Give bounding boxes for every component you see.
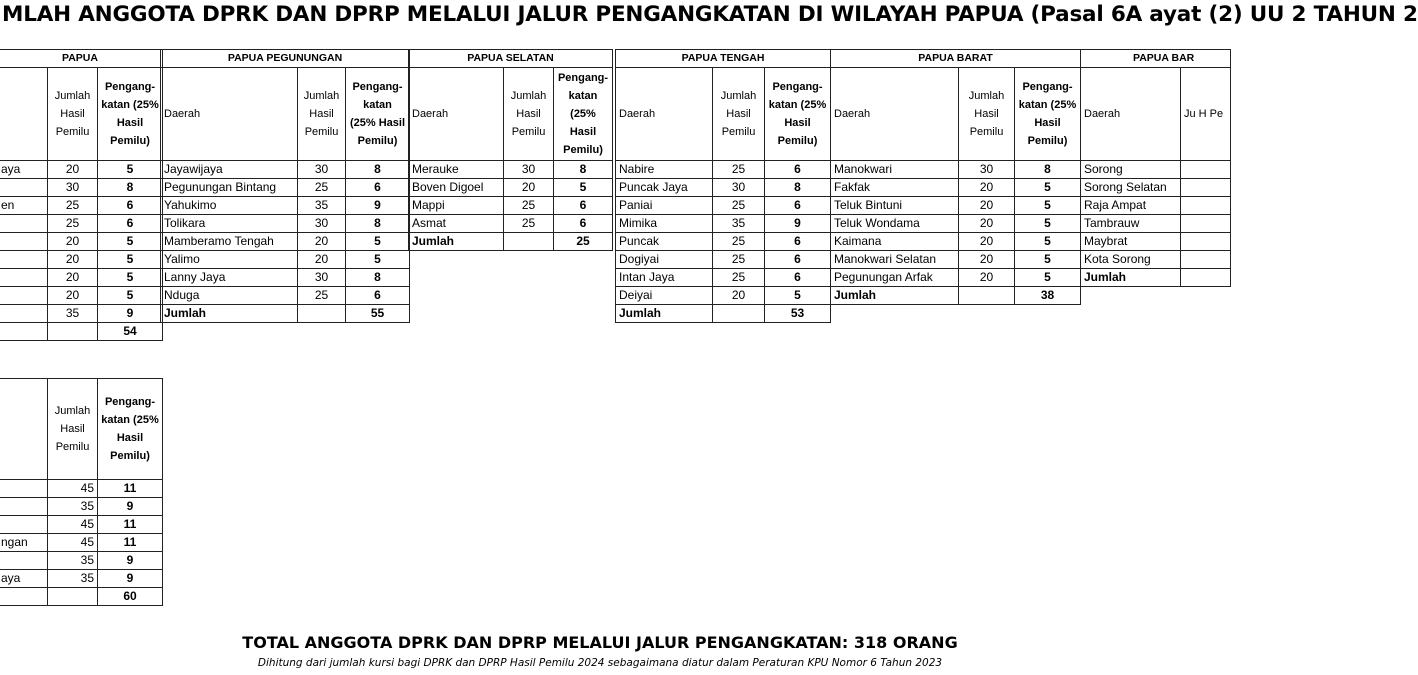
total-value: 60 bbox=[98, 588, 163, 606]
total-label: Jumlah bbox=[161, 305, 298, 323]
cell-daerah: Fakfak bbox=[831, 179, 959, 197]
cell-jumlah: 30 bbox=[713, 179, 765, 197]
header-daerah: Daerah bbox=[409, 68, 504, 161]
table-row bbox=[831, 179, 1081, 197]
cell-pengangkatan: 8 bbox=[98, 179, 163, 197]
cell-pengangkatan: 8 bbox=[554, 161, 613, 179]
cell-pengangkatan: 6 bbox=[554, 215, 613, 233]
cell-daerah: Maybrat bbox=[1081, 233, 1181, 251]
total-value: 38 bbox=[1015, 287, 1081, 305]
cell-jumlah: 35 bbox=[48, 552, 98, 570]
header-daerah: Daerah bbox=[831, 68, 959, 161]
cell-pengangkatan: 5 bbox=[1015, 197, 1081, 215]
cell-jumlah: 25 bbox=[504, 197, 554, 215]
cell-daerah: en bbox=[0, 197, 48, 215]
cell-jumlah: 25 bbox=[713, 197, 765, 215]
table-row bbox=[616, 197, 831, 215]
table-row bbox=[0, 179, 163, 197]
cell-daerah: Tambrauw bbox=[1081, 215, 1181, 233]
table-row bbox=[1081, 161, 1231, 179]
cell-daerah: Kaimana bbox=[831, 233, 959, 251]
cell-daerah: aya bbox=[0, 570, 48, 588]
table-title: PAPUA PEGUNUNGAN bbox=[161, 50, 410, 68]
cell-daerah: Manokwari bbox=[831, 161, 959, 179]
table-row bbox=[0, 251, 163, 269]
cell-jumlah: 30 bbox=[298, 269, 346, 287]
cell-pengangkatan: 5 bbox=[346, 233, 410, 251]
cell-daerah: Manokwari Selatan bbox=[831, 251, 959, 269]
table-title: PAPUA BAR bbox=[1081, 50, 1231, 68]
cell-pengangkatan: 6 bbox=[765, 233, 831, 251]
cell-daerah: Mappi bbox=[409, 197, 504, 215]
header-daerah bbox=[0, 379, 48, 480]
cell-pengangkatan: 6 bbox=[98, 215, 163, 233]
table-row bbox=[831, 233, 1081, 251]
cell-daerah bbox=[0, 269, 48, 287]
cell-jumlah bbox=[1181, 161, 1231, 179]
cell-jumlah: 20 bbox=[959, 215, 1015, 233]
cell-jumlah: 45 bbox=[48, 480, 98, 498]
cell-jumlah: 20 bbox=[48, 287, 98, 305]
table-papua bbox=[0, 49, 163, 341]
header-jumlah: Jumlah Hasil Pemilu bbox=[48, 379, 98, 480]
cell-pengangkatan: 5 bbox=[98, 251, 163, 269]
table-row bbox=[1081, 179, 1231, 197]
cell-jumlah bbox=[1181, 179, 1231, 197]
header-jumlah: Jumlah Hasil Pemilu bbox=[504, 68, 554, 161]
cell-daerah: Mamberamo Tengah bbox=[161, 233, 298, 251]
cell-daerah bbox=[0, 498, 48, 516]
table-row bbox=[409, 161, 613, 179]
cell-jumlah: 45 bbox=[48, 534, 98, 552]
cell-pengangkatan: 9 bbox=[765, 215, 831, 233]
cell-pengangkatan: 5 bbox=[1015, 215, 1081, 233]
header-pengangkatan: Pengang-katan (25% Hasil Pemilu) bbox=[346, 68, 410, 161]
cell-jumlah: 25 bbox=[48, 215, 98, 233]
cell-pengangkatan: 11 bbox=[98, 516, 163, 534]
header-pengangkatan: Pengang-katan (25% Hasil Pemilu) bbox=[98, 379, 163, 480]
cell-jumlah: 20 bbox=[298, 251, 346, 269]
header-daerah: Daerah bbox=[616, 68, 713, 161]
table-row bbox=[0, 233, 163, 251]
table-title: PAPUA SELATAN bbox=[409, 50, 613, 68]
header-pengangkatan: Pengang-katan (25% Hasil Pemilu) bbox=[554, 68, 613, 161]
table-row bbox=[161, 251, 410, 269]
cell-jumlah: 20 bbox=[504, 179, 554, 197]
table-row bbox=[0, 161, 163, 179]
cell-daerah: Dogiyai bbox=[616, 251, 713, 269]
header-jumlah: Ju H Pe bbox=[1181, 68, 1231, 161]
cell-jumlah bbox=[1181, 215, 1231, 233]
table-row bbox=[831, 269, 1081, 287]
cell-jumlah: 20 bbox=[48, 233, 98, 251]
table-row bbox=[161, 233, 410, 251]
cell-jumlah: 30 bbox=[298, 215, 346, 233]
cell-pengangkatan: 6 bbox=[346, 287, 410, 305]
table-row bbox=[831, 197, 1081, 215]
table-row bbox=[0, 552, 163, 570]
table-row bbox=[1081, 197, 1231, 215]
cell-pengangkatan: 6 bbox=[554, 197, 613, 215]
table-row bbox=[0, 534, 163, 552]
cell-jumlah: 25 bbox=[504, 215, 554, 233]
table-row bbox=[0, 215, 163, 233]
cell-jumlah: 35 bbox=[713, 215, 765, 233]
table-row bbox=[831, 161, 1081, 179]
cell-daerah: Teluk Wondama bbox=[831, 215, 959, 233]
cell-daerah: ngan bbox=[0, 534, 48, 552]
cell-pengangkatan: 8 bbox=[346, 215, 410, 233]
cell-pengangkatan: 5 bbox=[765, 287, 831, 305]
footer-total: TOTAL ANGGOTA DPRK DAN DPRP MELALUI JALUR PENGANGKATAN: 318 ORANG bbox=[242, 633, 958, 652]
header-pengangkatan: Pengang-katan (25% Hasil Pemilu) bbox=[1015, 68, 1081, 161]
cell-jumlah: 20 bbox=[298, 233, 346, 251]
cell-daerah bbox=[0, 287, 48, 305]
table-papua-barat bbox=[830, 49, 1081, 305]
cell-pengangkatan: 6 bbox=[765, 251, 831, 269]
cell-daerah: Raja Ampat bbox=[1081, 197, 1181, 215]
cell-jumlah: 25 bbox=[48, 197, 98, 215]
table-row bbox=[161, 215, 410, 233]
cell-pengangkatan: 11 bbox=[98, 534, 163, 552]
cell-pengangkatan: 6 bbox=[765, 161, 831, 179]
cell-daerah bbox=[0, 179, 48, 197]
cell-daerah: Sorong bbox=[1081, 161, 1181, 179]
footer-note: Dihitung dari jumlah kursi bagi DPRK dan DPRP Hasil Pemilu 2024 sebagaimana diatur dalam Peraturan KPU Nomor 6 Tahun 2023 bbox=[257, 657, 943, 669]
header-daerah bbox=[0, 68, 48, 161]
cell-daerah: Intan Jaya bbox=[616, 269, 713, 287]
cell-daerah bbox=[0, 552, 48, 570]
cell-daerah: Nabire bbox=[616, 161, 713, 179]
cell-daerah: Pegunungan Bintang bbox=[161, 179, 298, 197]
cell-daerah: Jayawijaya bbox=[161, 161, 298, 179]
total-label: Jumlah bbox=[409, 233, 504, 251]
cell-pengangkatan: 5 bbox=[1015, 269, 1081, 287]
cell-pengangkatan: 5 bbox=[1015, 233, 1081, 251]
cell-pengangkatan: 8 bbox=[1015, 161, 1081, 179]
cell-daerah: Nduga bbox=[161, 287, 298, 305]
cell-jumlah: 35 bbox=[48, 498, 98, 516]
cell-jumlah: 20 bbox=[48, 269, 98, 287]
cell-jumlah: 30 bbox=[504, 161, 554, 179]
cell-jumlah: 30 bbox=[48, 179, 98, 197]
table-row bbox=[161, 197, 410, 215]
header-jumlah: Jumlah Hasil Pemilu bbox=[713, 68, 765, 161]
cell-jumlah: 20 bbox=[713, 287, 765, 305]
header-jumlah: Jumlah Hasil Pemilu bbox=[48, 68, 98, 161]
header-pengangkatan: Pengang-katan (25% Hasil Pemilu) bbox=[98, 68, 163, 161]
header-pengangkatan: Pengang-katan (25% Hasil Pemilu) bbox=[765, 68, 831, 161]
cell-jumlah: 20 bbox=[959, 233, 1015, 251]
cell-jumlah: 45 bbox=[48, 516, 98, 534]
cell-jumlah: 30 bbox=[298, 161, 346, 179]
cell-jumlah: 25 bbox=[713, 251, 765, 269]
table-row bbox=[616, 287, 831, 305]
cell-jumlah: 20 bbox=[959, 197, 1015, 215]
cell-jumlah: 20 bbox=[959, 179, 1015, 197]
cell-pengangkatan: 5 bbox=[1015, 179, 1081, 197]
cell-pengangkatan: 6 bbox=[765, 269, 831, 287]
table-row bbox=[409, 215, 613, 233]
cell-pengangkatan: 8 bbox=[765, 179, 831, 197]
table-row bbox=[0, 516, 163, 534]
table-row bbox=[616, 233, 831, 251]
document-title: MLAH ANGGOTA DPRK DAN DPRP MELALUI JALUR PENGANGKATAN DI WILAYAH PAPUA (Pasal 6A ayat (2) UU 2 TAHUN 2 bbox=[2, 2, 1418, 27]
header-daerah: Daerah bbox=[1081, 68, 1181, 161]
table-row bbox=[0, 480, 163, 498]
cell-daerah: Teluk Bintuni bbox=[831, 197, 959, 215]
cell-pengangkatan: 5 bbox=[98, 287, 163, 305]
table-row bbox=[0, 570, 163, 588]
table-row bbox=[0, 197, 163, 215]
cell-pengangkatan: 5 bbox=[1015, 251, 1081, 269]
cell-daerah: Sorong Selatan bbox=[1081, 179, 1181, 197]
total-value: 54 bbox=[98, 323, 163, 341]
cell-daerah: Boven Digoel bbox=[409, 179, 504, 197]
total-value: 55 bbox=[346, 305, 410, 323]
cell-daerah: Yahukimo bbox=[161, 197, 298, 215]
cell-pengangkatan: 5 bbox=[554, 179, 613, 197]
table-row bbox=[409, 197, 613, 215]
total-label: Jumlah bbox=[616, 305, 713, 323]
table-row bbox=[161, 161, 410, 179]
table-row bbox=[1081, 233, 1231, 251]
table-row bbox=[0, 269, 163, 287]
cell-daerah bbox=[0, 233, 48, 251]
table-row bbox=[161, 179, 410, 197]
table-row bbox=[831, 251, 1081, 269]
cell-daerah: Tolikara bbox=[161, 215, 298, 233]
cell-pengangkatan: 5 bbox=[346, 251, 410, 269]
cell-pengangkatan: 8 bbox=[346, 269, 410, 287]
header-jumlah: Jumlah Hasil Pemilu bbox=[298, 68, 346, 161]
cell-pengangkatan: 5 bbox=[98, 233, 163, 251]
cell-daerah bbox=[0, 251, 48, 269]
cell-jumlah: 35 bbox=[48, 305, 98, 323]
cell-pengangkatan: 11 bbox=[98, 480, 163, 498]
cell-pengangkatan: 9 bbox=[98, 552, 163, 570]
table-row bbox=[161, 287, 410, 305]
table-papua-tengah bbox=[615, 49, 831, 323]
total-label: Jumlah bbox=[831, 287, 959, 305]
header-daerah: Daerah bbox=[161, 68, 298, 161]
cell-daerah: Asmat bbox=[409, 215, 504, 233]
cell-daerah: Mimika bbox=[616, 215, 713, 233]
cell-jumlah: 25 bbox=[298, 287, 346, 305]
cell-daerah: aya bbox=[0, 161, 48, 179]
cell-pengangkatan: 6 bbox=[765, 197, 831, 215]
cell-pengangkatan: 9 bbox=[98, 305, 163, 323]
table-row bbox=[831, 215, 1081, 233]
table-row bbox=[616, 179, 831, 197]
cell-daerah bbox=[0, 480, 48, 498]
cell-daerah: Merauke bbox=[409, 161, 504, 179]
cell-pengangkatan: 5 bbox=[98, 161, 163, 179]
header-jumlah: Jumlah Hasil Pemilu bbox=[959, 68, 1015, 161]
cell-pengangkatan: 5 bbox=[98, 269, 163, 287]
cell-jumlah bbox=[1181, 233, 1231, 251]
cell-pengangkatan: 9 bbox=[98, 498, 163, 516]
table-papua-pegunungan bbox=[160, 49, 410, 323]
cell-jumlah: 20 bbox=[48, 251, 98, 269]
table-row bbox=[0, 287, 163, 305]
cell-jumlah: 25 bbox=[298, 179, 346, 197]
cell-daerah: Lanny Jaya bbox=[161, 269, 298, 287]
cell-daerah: Paniai bbox=[616, 197, 713, 215]
total-label: Jumlah bbox=[1081, 269, 1181, 287]
cell-daerah: Kota Sorong bbox=[1081, 251, 1181, 269]
cell-jumlah: 20 bbox=[959, 251, 1015, 269]
table-row bbox=[0, 498, 163, 516]
table-row bbox=[1081, 215, 1231, 233]
table-row bbox=[616, 269, 831, 287]
cell-daerah: Puncak bbox=[616, 233, 713, 251]
table-title: PAPUA TENGAH bbox=[616, 50, 831, 68]
cell-jumlah bbox=[1181, 251, 1231, 269]
cell-pengangkatan: 6 bbox=[346, 179, 410, 197]
cell-jumlah: 25 bbox=[713, 233, 765, 251]
table-title: PAPUA BARAT bbox=[831, 50, 1081, 68]
cell-jumlah: 25 bbox=[713, 269, 765, 287]
cell-pengangkatan: 6 bbox=[98, 197, 163, 215]
cell-daerah: Puncak Jaya bbox=[616, 179, 713, 197]
cell-daerah: Yalimo bbox=[161, 251, 298, 269]
table-row bbox=[616, 251, 831, 269]
cell-jumlah: 35 bbox=[48, 570, 98, 588]
table-title: PAPUA bbox=[0, 50, 163, 68]
cell-jumlah: 30 bbox=[959, 161, 1015, 179]
cell-jumlah: 20 bbox=[959, 269, 1015, 287]
cell-pengangkatan: 9 bbox=[346, 197, 410, 215]
table-row bbox=[409, 179, 613, 197]
cell-jumlah: 35 bbox=[298, 197, 346, 215]
table-papua-selatan bbox=[408, 49, 613, 251]
cell-jumlah: 20 bbox=[48, 161, 98, 179]
table-row bbox=[0, 305, 163, 323]
total-value: 53 bbox=[765, 305, 831, 323]
table-dprp bbox=[0, 378, 163, 606]
cell-daerah: Pegunungan Arfak bbox=[831, 269, 959, 287]
total-value: 25 bbox=[554, 233, 613, 251]
table-row bbox=[161, 269, 410, 287]
cell-jumlah bbox=[1181, 197, 1231, 215]
cell-daerah bbox=[0, 305, 48, 323]
cell-pengangkatan: 8 bbox=[346, 161, 410, 179]
table-papua-barat-daya bbox=[1080, 49, 1231, 287]
table-row bbox=[616, 215, 831, 233]
cell-daerah bbox=[0, 215, 48, 233]
cell-pengangkatan: 9 bbox=[98, 570, 163, 588]
table-row bbox=[1081, 251, 1231, 269]
table-row bbox=[616, 161, 831, 179]
cell-daerah bbox=[0, 516, 48, 534]
cell-jumlah: 25 bbox=[713, 161, 765, 179]
cell-daerah: Deiyai bbox=[616, 287, 713, 305]
